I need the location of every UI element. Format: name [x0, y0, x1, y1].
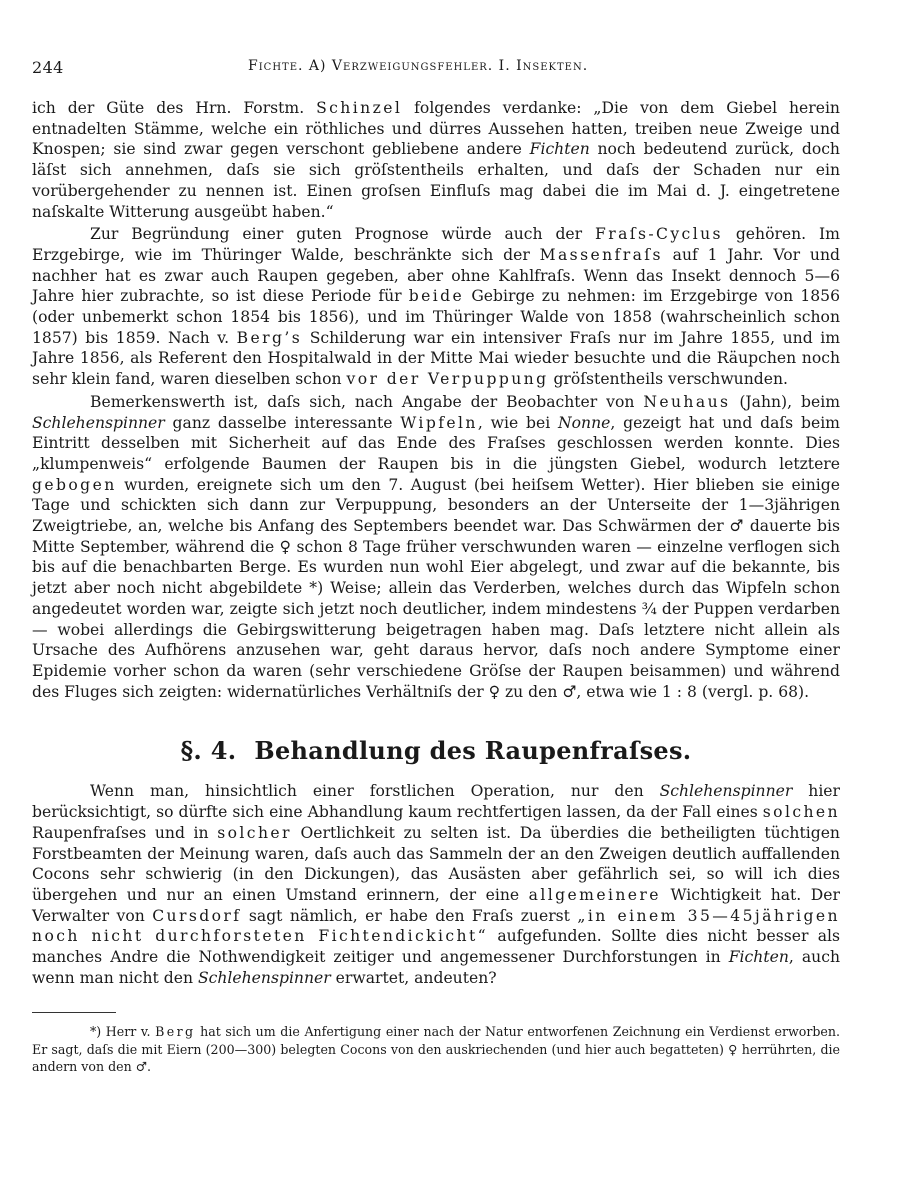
- p2-t6: gröſstentheils verschwunden.: [553, 370, 788, 389]
- paragraph-3: [32, 392, 840, 703]
- section-title: Behandlung des Raupenfraſses.: [254, 736, 692, 766]
- p2-massenfrass: Massenfraſs: [539, 245, 663, 264]
- p3-t4: , wie bei: [477, 413, 551, 432]
- p3-gebogen: gebogen: [32, 475, 117, 494]
- p3-t2: (Jahn), beim: [739, 392, 840, 411]
- p2-t3: auf 1 Jahr. Vor und nachher hat es zwar auch Raupen gegeben, aber ohne Kahlfraſs. Wenn das Insekt dennoch 5—6 Jahre hier zubrachte, so ist diese Periode für: [32, 245, 840, 306]
- p1-name: Schinzel: [316, 99, 403, 117]
- book-page: [32, 58, 840, 1076]
- p4-t2: hier berücksichtigt, so dürfte sich eine Abhandlung kaum rechtfertigen lassen, da der Fall eines: [32, 782, 840, 822]
- p3-wipfeln: Wipfeln: [400, 413, 478, 432]
- p1-lead: ich der Güte des Hrn. Forstm.: [32, 99, 305, 117]
- p2-t5: Schilderung war ein intensiver Fraſs nur im Jahre 1855, und im Jahre 1856, als Referent den Hospitalwald in der Mitte Mai wieder besuchte und die Räupchen noch sehr klein fand, waren dieselben schon: [32, 328, 840, 389]
- p4-cursdorf: Cursdorf: [152, 906, 242, 925]
- p4-quote: „in einem 35—45jährigen noch nicht durchforsteten Fichtendickicht“: [32, 906, 840, 946]
- p3-t3: ganz dasselbe interessante: [172, 413, 393, 432]
- footnote: [32, 1023, 840, 1076]
- p3-t6: wurden, ereignete sich um den 7. August (bei heiſsem Wetter). Hier blieben sie einige Tage und schickten sich dann zur Verpuppung, besonders an der Unterseite der 1—3jährigen Zweigtriebe, an, welche bis Anfang des Septembers beendet war. Das Schwärmen der ♂ dauerte bis Mitte September, während die ♀ schon 8 Tage früher verschwunden waren — einzelne verflogen sich bis auf die benachbarten Berge. Es wurden nun wohl Eier abgelegt, und zwar auf die bekannte, bis jetzt aber noch nicht abgebildete *) Weise; allein das Verderben, welches durch das Wipfeln schon angedeutet worden war, zeigte sich jetzt noch deutlicher, indem mindestens ¾ der Puppen verdarben — wobei allerdings die Gebirgswitterung beigetragen haben mag. Daſs letztere nicht allein als Ursache des Aufhörens anzusehen war, geht daraus hervor, daſs noch andere Symptome einer Epidemie vorher schon da waren (sehr verschiedene Gröſse der Raupen beisammen) und während des Fluges sich zeigten: widernatürliches Verhältniſs der ♀ zu den ♂, etwa wie 1 : 8 (vergl. p. 68).: [32, 475, 840, 701]
- p3-t1: Bemerkenswerth ist, daſs sich, nach Angabe der Beobachter von: [90, 392, 635, 411]
- section-number: §. 4.: [180, 736, 237, 766]
- p4-solchen: solchen: [762, 803, 840, 822]
- footnote-t1: *) Herr v.: [90, 1024, 151, 1040]
- paragraph-1: [32, 98, 840, 222]
- p4-allgemeinere: allgemeinere: [528, 885, 661, 904]
- p3-nonne: Nonne: [558, 413, 611, 432]
- p2-beide: beide: [408, 287, 465, 306]
- p3-schlehenspinner: Schlehenspinner: [32, 413, 165, 432]
- p4-t6: sagt nämlich, er habe den Fraſs zuerst: [248, 906, 570, 925]
- p4-t4: Oertlichkeit zu selten ist. Da überdies die betheiligten tüchtigen Forstbeamten der Meinung waren, daſs auch das Sammeln der an den Zweigen deutlich auffallenden Cocons sehr schwierig (in den Dickungen), das Ausästen aber gefährlich sei, so will ich dies übergehen und nur an einen Umstand erinnern, der eine: [32, 823, 840, 904]
- p4-solcher: solcher: [217, 823, 292, 842]
- p3-t5: , gezeigt hat und daſs beim Eintritt desselben mit Sicherheit auf das Ende des Fraſses geschlossen werden konnte. Dies „klumpenweis“ erfolgende Baumen der Raupen bis in die jüngsten Giebel, wodurch letztere: [32, 413, 840, 473]
- section-heading: [32, 736, 840, 765]
- p2-t4: Gebirge zu nehmen: im Erzgebirge von 1856 (oder unbemerkt schon 1854 bis 1856), und im Thüringer Walde von 1858 (wahrscheinlich schon 1857) bis 1859. Nach v.: [32, 287, 840, 347]
- p2-vor-der-verpuppung: vor der Verpuppung: [346, 370, 549, 389]
- p1-text2: noch bedeutend zurück, doch läſst sich annehmen, daſs sie sich gröſstentheils erhalten, und daſs der Schaden nur ein vorübergehender zu nennen ist. Einen groſsen Einfluſs mag dabei die im Mai d. J. eingetretene naſskalte Witterung ausgeübt haben.“: [32, 140, 840, 221]
- footnote-rule: [32, 1012, 116, 1013]
- p4-t5: Wichtigkeit hat. Der Verwalter von: [32, 885, 840, 925]
- p2-t2: gehören. Im Erzgebirge, wie im Thüringer Walde, beschränkte sich der: [32, 225, 840, 264]
- p4-schlehenspinner: Schlehenspinner: [659, 782, 793, 801]
- page-number: 244: [32, 58, 64, 77]
- running-title: Fichte. A) Verzweigungsfehler. I. Insekten.: [248, 58, 589, 74]
- p4-t8: , auch wenn man nicht den: [32, 948, 840, 987]
- p3-neuhaus: Neuhaus: [643, 392, 731, 411]
- footnote-t2: hat sich um die Anfertigung einer nach der Natur entworfenen Zeichnung ein Verdienst erworben. Er sagt, daſs die mit Eiern (200—300) belegten Cocons von den auskriechenden (und hier auch begatteten) ♀ herrührten, die andern von den ♂.: [32, 1024, 840, 1075]
- p4-fichten: Fichten: [728, 948, 789, 967]
- p4-t1: Wenn man, hinsichtlich einer forstlichen Operation, nur den: [90, 782, 644, 801]
- p2-berg: Berg’s: [236, 328, 303, 347]
- p2-frass-cyclus: Fraſs-Cyclus: [595, 225, 723, 244]
- p2-t1: Zur Begründung einer guten Prognose würde auch der: [90, 225, 583, 244]
- p1-fichten: Fichten: [529, 140, 590, 159]
- footnote-berg: Berg: [155, 1024, 196, 1040]
- p4-schlehenspinner-2: Schlehenspinner: [197, 968, 331, 987]
- p4-t7: aufgefunden. Sollte dies nicht besser als manches Andre die Nothwendigkeit zeitiger und angemessener Durchforstungen in: [32, 927, 840, 967]
- paragraph-4: [32, 781, 840, 988]
- paragraph-2: [32, 224, 840, 390]
- p4-t9: erwartet, andeuten?: [335, 968, 497, 987]
- running-head: [32, 58, 840, 84]
- p1-text1: folgendes verdanke: „Die von dem Giebel herein entnadelten Stämme, welche ein röthliches und dürres Aussehen hatten, treiben neue Zweige und Knospen; sie sind zwar gegen verschont gebliebene andere: [32, 99, 840, 159]
- p4-t3: Raupenfraſses und in: [32, 823, 209, 842]
